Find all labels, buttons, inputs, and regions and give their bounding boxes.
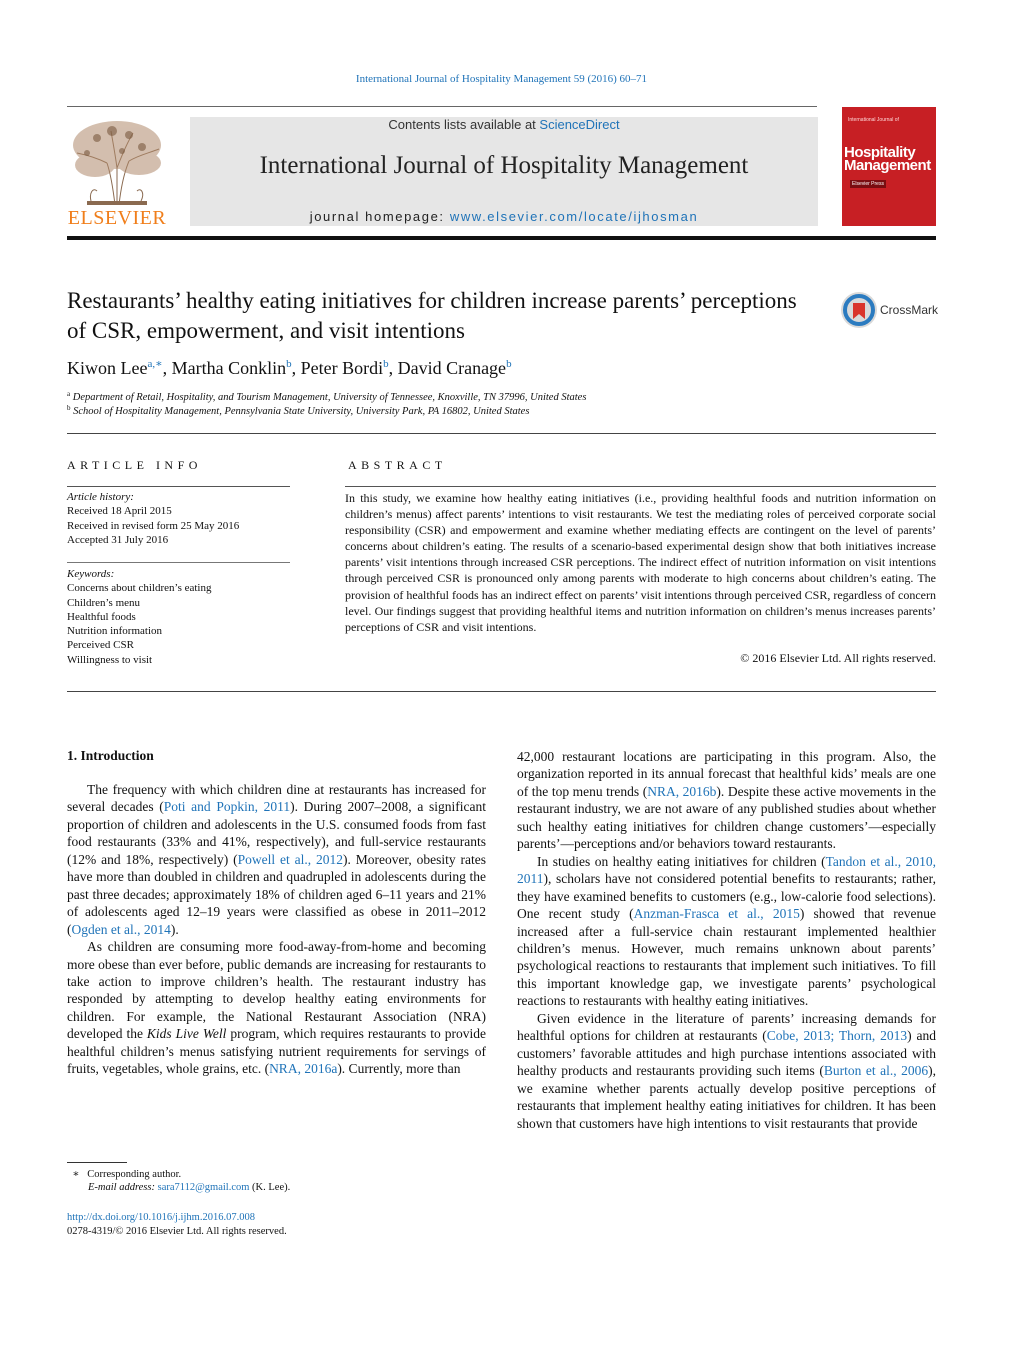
doi-link[interactable]: http://dx.doi.org/10.1016/j.ijhm.2016.07.008: [67, 1212, 255, 1223]
elsevier-wordmark: ELSEVIER: [67, 207, 167, 229]
paper-title: Restaurants’ healthy eating initiatives for children increase parents’ perceptions of CSR, empowerment, and visit intentions: [67, 288, 797, 343]
affiliation: $^b$ School of Hospitality Management, Pennsylvania State University, University Park, PA 16802, United States: [67, 404, 530, 417]
corresponding-author-footnote: ∗ Corresponding author.: [72, 1169, 182, 1180]
keywords-label: Keywords:: [67, 568, 115, 580]
abstract-heading: ABSTRACT: [348, 458, 447, 472]
cover-title: Hospitality Management: [844, 144, 931, 174]
author-affiliation-marker[interactable]: b: [286, 358, 292, 370]
italic-text: Kids Live Well: [146, 1026, 227, 1042]
author-affiliation-marker[interactable]: a,∗: [147, 358, 163, 370]
citation-link[interactable]: Anzman-Frasca et al., 2015: [633, 906, 800, 922]
journal-homepage: journal homepage: www.elsevier.com/locate/ijhosman: [309, 209, 699, 224]
history-item: Received in revised form 25 May 2016: [67, 519, 240, 532]
email-link[interactable]: sara7112@gmail.com: [157, 1182, 250, 1193]
history-item: Received 18 April 2015: [67, 505, 172, 518]
journal-reference-link[interactable]: International Journal of Hospitality Management 59 (2016) 60–71: [355, 73, 648, 85]
section-heading-introduction: 1. Introduction: [67, 748, 154, 763]
abstract-divider: [345, 486, 936, 487]
citation-link[interactable]: Powell et al., 2012: [237, 851, 343, 867]
article-history: [67, 490, 290, 547]
citation-link[interactable]: NRA, 2016a: [269, 1061, 338, 1077]
body-paragraph: In studies on healthy eating initiatives for children (Tandon et al., 2010, 2011), scholars have not considered potential benefits to restaurants; rather, they have examined benefits to customers (e.g., low-calorie food selections). One recent study (Anzman-Frasca et al., 2015) showed that revenue increased after a full-service chain restaurant implemented healthier children’s menus. However, much remains unknown about parents’ psychological reactions to restaurants that implement such initiatives. To fill this important knowledge gap, we investigate parents’ psychological reactions to restaurants with healthy eating initiatives.: [517, 853, 936, 1009]
history-label: Article history:: [67, 491, 134, 503]
sciencedirect-link[interactable]: ScienceDirect: [539, 117, 620, 132]
author-name: Kiwon Lee: [67, 358, 148, 378]
keyword: Willingness to visit: [67, 653, 153, 666]
abstract-copyright: © 2016 Elsevier Ltd. All rights reserved.: [740, 651, 936, 665]
author-name: Martha Conklin: [171, 358, 287, 378]
author-name: Peter Bordi: [300, 358, 384, 378]
header-divider: [67, 106, 817, 107]
affiliation: $^a$ Department of Retail, Hospitality, and Tourism Management, University of Tennessee, Knoxville, TN 37996, United States: [67, 390, 587, 403]
history-item: Accepted 31 July 2016: [67, 533, 169, 546]
front-matter-divider: [67, 691, 936, 692]
email-footnote: E-mail address: sara7112@gmail.com (K. Lee).: [88, 1182, 291, 1193]
keyword: Healthful foods: [67, 610, 136, 623]
section-divider: [67, 433, 936, 434]
keyword: Concerns about children’s eating: [67, 582, 212, 595]
article-info-divider: [67, 486, 290, 487]
body-paragraph: As children are consuming more food-away-from-home and becoming more obese than ever before, public demands are increasing for restaurants to take action to improve children’s health. The restaurant industry has responded by attempting to develop healthy eating environments for children. For example, the National Restaurant Association (NRA) developed the Kids Live Well program, which requires restaurants to provide healthful children’s menus satisfying nutrient requirements for servings of fruits, vegetables, whole grains, etc. (NRA, 2016a). Currently, more than: [67, 939, 486, 1077]
citation-link[interactable]: Poti and Popkin, 2011: [163, 799, 291, 815]
citation-link[interactable]: NRA, 2016b: [647, 783, 717, 799]
journal-title: International Journal of Hospitality Management: [259, 152, 749, 179]
citation-link[interactable]: Tandon et al., 2010, 2011: [517, 853, 936, 887]
contents-line: Contents lists available at ScienceDirect: [388, 117, 620, 132]
keywords: [67, 567, 290, 667]
journal-homepage-link[interactable]: www.elsevier.com/locate/ijhosman: [449, 209, 699, 224]
body-paragraph: 42,000 restaurant locations are participating in this program. Also, the organization reported in its annual forecast that healthful kids’ meals are one of the top menu trends (NRA, 2016b). Despite these active movements in the restaurant industry, we are not aware of any published studies about whether such healthy eating initiatives for children change customers’—especially parents’—perceptions and/or behaviors toward restaurants.: [517, 749, 936, 852]
footnote-divider: [67, 1162, 127, 1163]
citation-link[interactable]: Ogden et al., 2014: [71, 921, 171, 937]
crossmark-label[interactable]: CrossMark: [880, 303, 939, 317]
author-list: Kiwon Lee$^{a,∗}$, Martha Conklin$^b$, Peter Bordi$^b$, David Cranage$^b$: [67, 358, 512, 378]
body-paragraph: Given evidence in the literature of parents’ increasing demands for healthful options for children at restaurants (Cobe, 2013; Thorn, 2013) and customers’ favorable attitudes and high purchase intentions associated with healthy products and restaurants providing such items (Burton et al., 2006), we examine whether parents actually develop positive perceptions of restaurants that implement healthy eating initiatives for children. It has been shown that customers have high intentions to visit restaurants that provide: [517, 1010, 936, 1131]
author-affiliation-marker[interactable]: b: [383, 358, 389, 370]
cover-small-text: International Journal of: [848, 117, 899, 123]
crossmark-icon[interactable]: [840, 291, 878, 329]
author-name: David Cranage: [397, 358, 507, 378]
citation-link[interactable]: Cobe, 2013; Thorn, 2013: [766, 1028, 908, 1044]
article-info-heading: ARTICLE INFO: [67, 458, 202, 472]
keyword: Nutrition information: [67, 625, 163, 638]
body-column-left: [67, 781, 486, 1078]
body-paragraph: The frequency with which children dine at restaurants has increased for several decades (Poti and Popkin, 2011). During 2007–2008, a significant proportion of children and adolescents in the U.S. consumed foods from fast food restaurants (33% and 41%, respectively), and full-service restaurants (12% and 18%, respectively) (Powell et al., 2012). Moreover, obesity rates have more than doubled in children and quadrupled in adolescents during the past three decades; approximately 18% of children aged 6–11 years and 21% of adolescents aged 12–19 years were classified as obese in 2011–2012 (Ogden et al., 2014).: [67, 782, 486, 937]
cover-tag: Elsevier Press: [852, 181, 884, 187]
journal-cover-thumbnail[interactable]: [842, 107, 936, 226]
keywords-divider: [67, 562, 290, 563]
body-column-right: [517, 748, 936, 1132]
issn-line: 0278-4319/© 2016 Elsevier Ltd. All rights reserved.: [67, 1226, 287, 1237]
keyword: Children’s menu: [67, 596, 141, 609]
author-affiliation-marker[interactable]: b: [506, 358, 512, 370]
keyword: Perceived CSR: [67, 639, 134, 652]
citation-link[interactable]: Burton et al., 2006: [823, 1063, 929, 1079]
header-thick-divider: [67, 236, 936, 240]
abstract-text: In this study, we examine how healthy eating initiatives (i.e., providing healthful foods and nutrition information on children’s menus) affect parents’ intentions to visit restaurants. We test the mediating roles of perceived corporate social responsibility (CSR) and empowerment and examine whether mediating effects are contingent on the level of parents’ concerns about children’s eating. The results of a scenario-based experimental design show that both initiatives increase parents’ visit intentions through increased CSR perceptions. The indirect effect of nutrition information on visit intentions through perceived CSR is pronounced only among parents with moderate to high concerns about children’s eating. The provision of healthful foods has an indirect effect on parents’ visit intentions through perceived CSR, regardless of concern level. Our findings suggest that providing healthful items and nutrition information on children’s menus increases parents’ perceptions of CSR and visit intentions.: [345, 491, 936, 634]
